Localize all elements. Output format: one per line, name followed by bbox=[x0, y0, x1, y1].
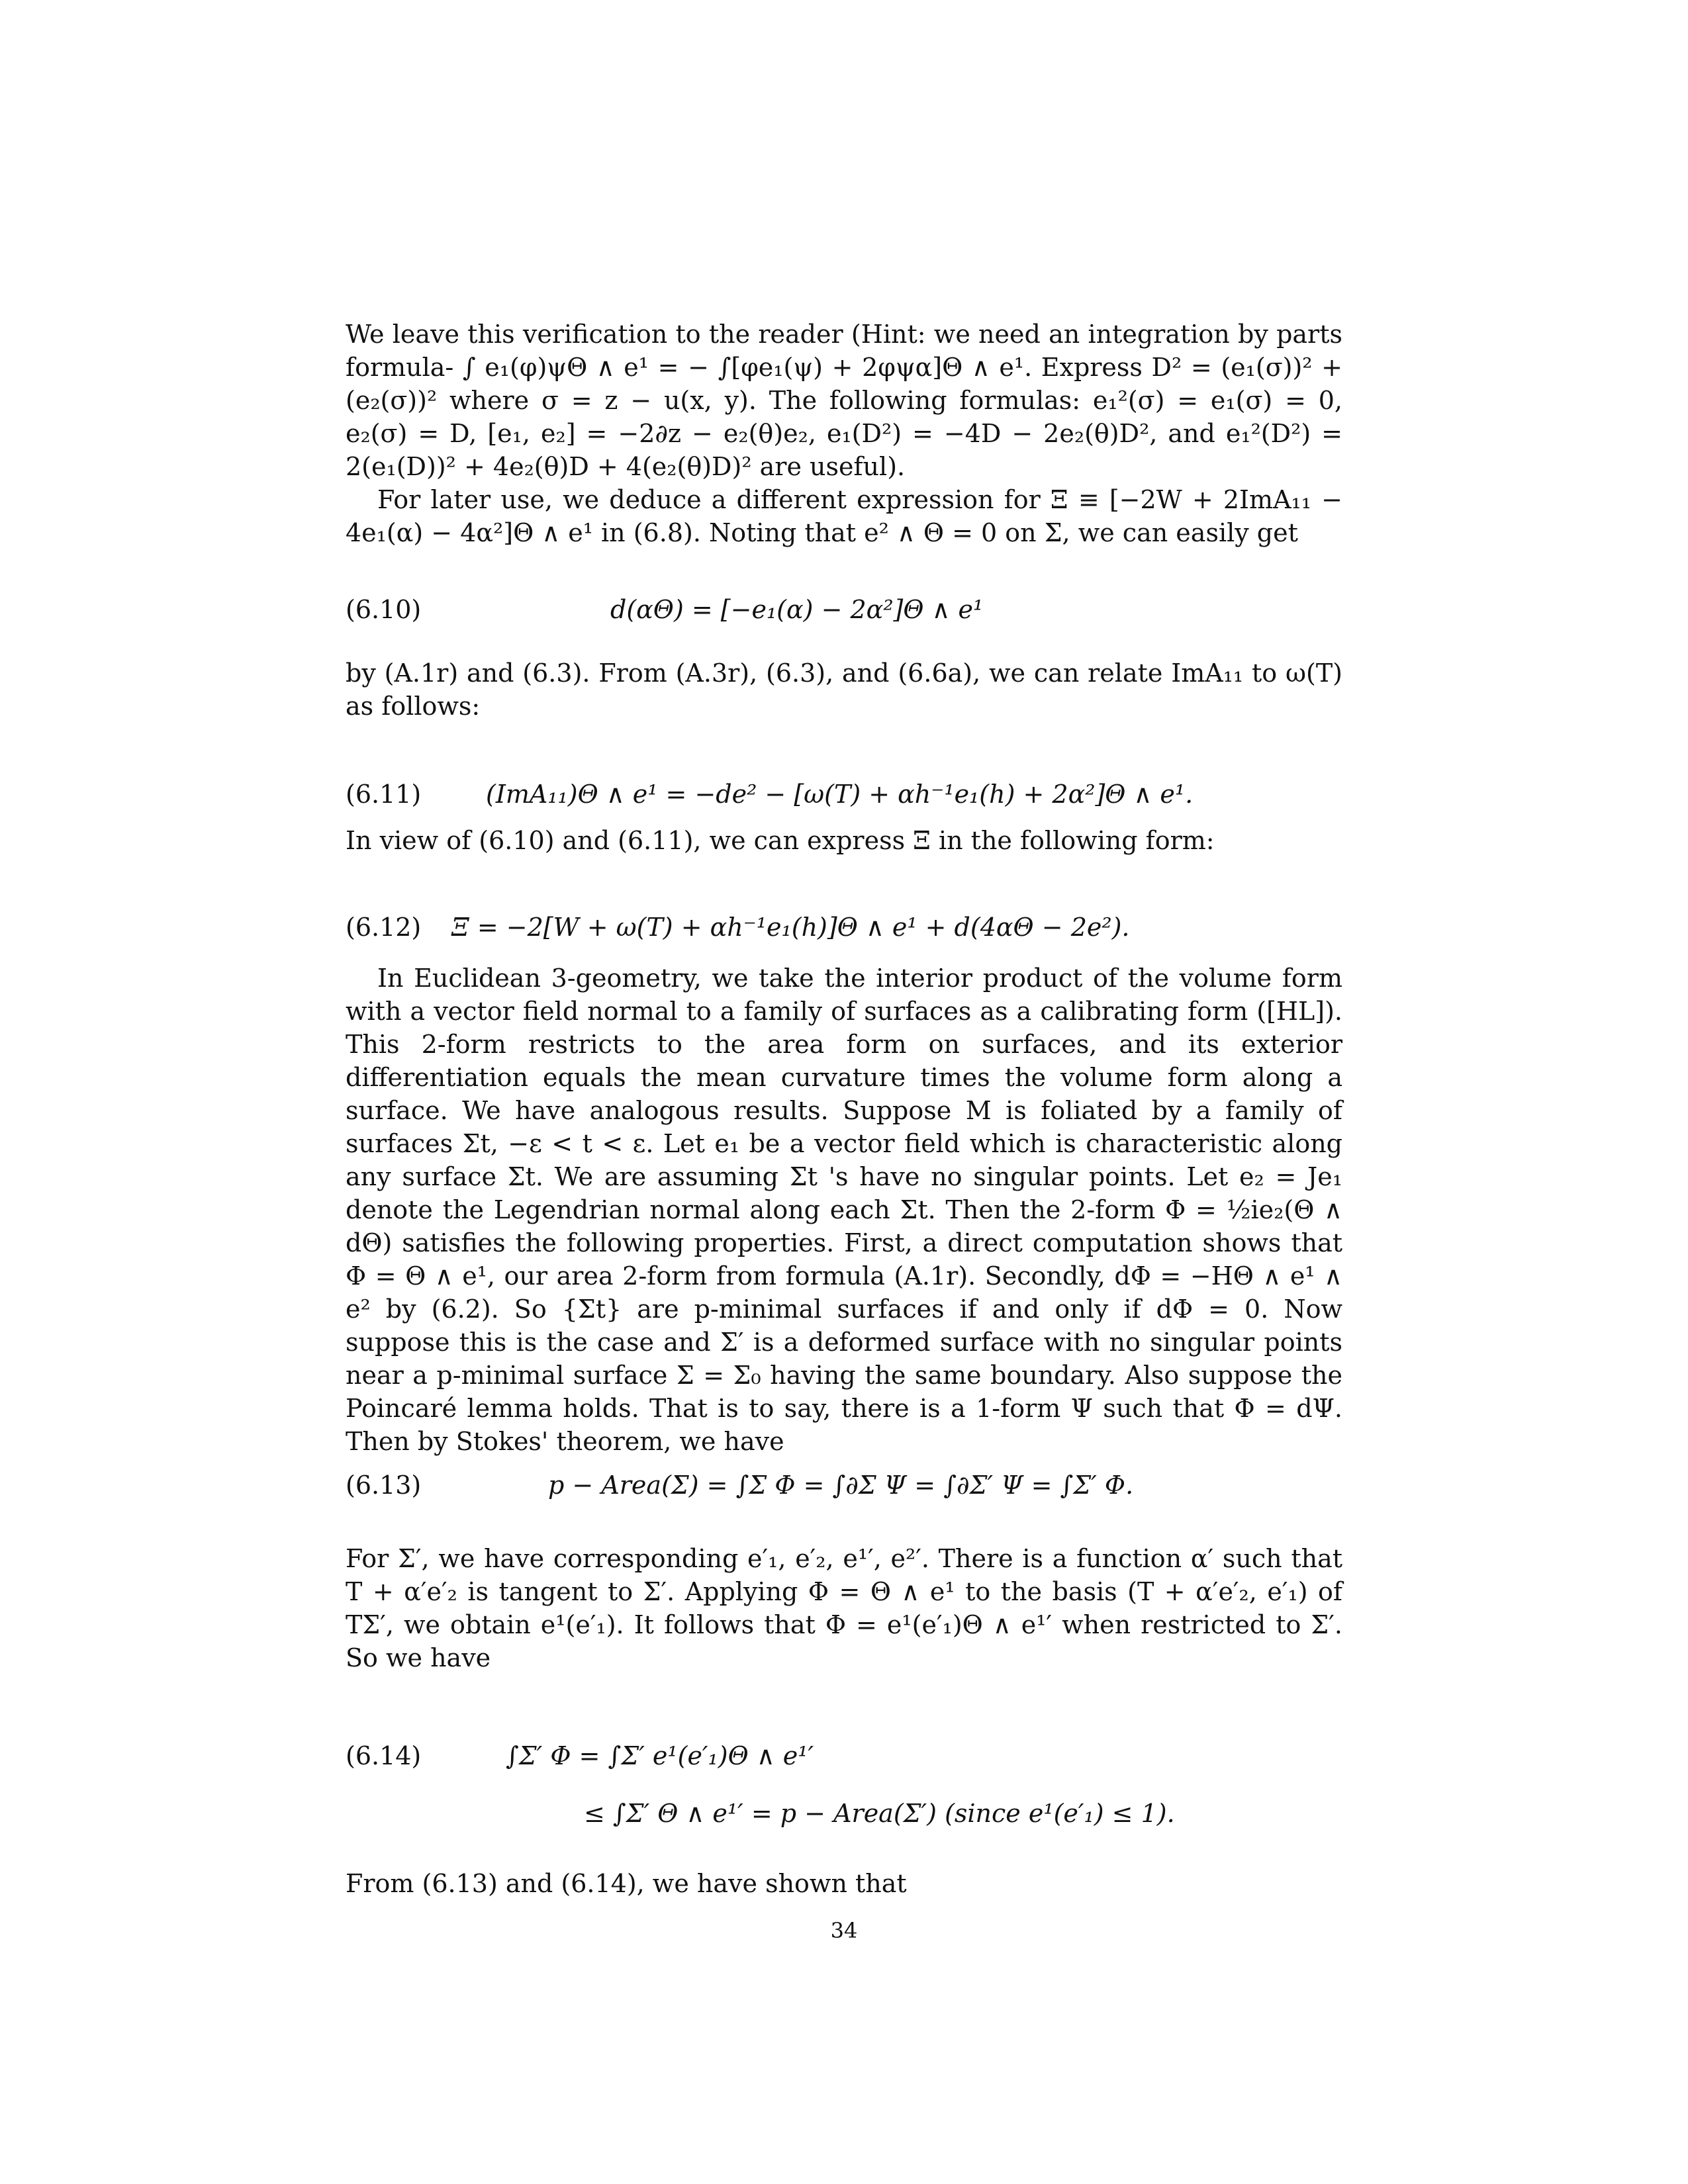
equation-label: (6.13) bbox=[346, 1471, 422, 1500]
paragraph-hint bbox=[346, 318, 1342, 549]
paragraph-view bbox=[346, 824, 1342, 857]
equation-6-10 bbox=[346, 591, 1342, 628]
equation-body: (ImA₁₁)Θ ∧ e¹ = −de² − [ω(T) + αh⁻¹e₁(h) + 2α²]Θ ∧ e¹. bbox=[486, 780, 1194, 809]
equation-label: (6.10) bbox=[346, 595, 422, 624]
paragraph-hint-text: We leave this verification to the reader (Hint: we need an integration by parts formula- ∫ e₁(φ)ψΘ ∧ e¹ = − ∫[φe₁(ψ) + 2φψα]Θ ∧ e¹. Express D² = (e₁(σ))² + (e₂(σ))² where σ = z − u(x, y). The following formulas: e₁²(σ) = e₁(σ) = 0, e₂(σ) = D, [e₁, e₂] = −2∂z − e₂(θ)e₂, e₁(D²) = −4D − 2e₂(θ)D², and e₁²(D²) = 2(e₁(D))² + 4e₂(θ)D + 4(e₂(θ)D)² are useful). bbox=[346, 320, 1342, 481]
paragraph-sigma-prime bbox=[346, 1542, 1342, 1674]
paragraph-sigma-prime-text: For Σ′, we have corresponding e′₁, e′₂, e¹′, e²′. There is a function α′ such that T + α′e′₂ is tangent to Σ′. Applying Φ = Θ ∧ e¹ to the basis (T + α′e′₂, e′₁) of TΣ′, we obtain e¹(e′₁). It follows that Φ = e¹(e′₁)Θ ∧ e¹′ when restricted to Σ′. So we have bbox=[346, 1544, 1342, 1672]
equation-line-2: ≤ ∫Σ′ Θ ∧ e¹′ = p − Area(Σ′) (since e¹(e′₁) ≤ 1). bbox=[584, 1799, 1175, 1828]
paragraph-relate bbox=[346, 657, 1342, 723]
equation-line-1: ∫Σ′ Φ = ∫Σ′ e¹(e′₁)Θ ∧ e¹′ bbox=[506, 1741, 814, 1770]
equation-6-14 bbox=[346, 1737, 1342, 1774]
page-number: 34 bbox=[830, 1918, 858, 1943]
equation-body: d(αΘ) = [−e₁(α) − 2α²]Θ ∧ e¹ bbox=[610, 595, 984, 624]
paragraph-relate-text: by (A.1r) and (6.3). From (A.3r), (6.3), and (6.6a), we can relate ImA₁₁ to ω(T) as follows: bbox=[346, 659, 1342, 721]
equation-label: (6.14) bbox=[346, 1741, 422, 1770]
paragraph-shown bbox=[346, 1867, 1342, 1900]
equation-6-12 bbox=[346, 909, 1342, 946]
equation-label: (6.12) bbox=[346, 913, 422, 942]
equation-body: Ξ = −2[W + ω(T) + αh⁻¹e₁(h)]Θ ∧ e¹ + d(4αΘ − 2e²). bbox=[451, 913, 1130, 942]
equation-6-14-continued bbox=[346, 1795, 1342, 1832]
paragraph-shown-text: From (6.13) and (6.14), we have shown that bbox=[346, 1869, 907, 1898]
equation-6-13 bbox=[346, 1467, 1342, 1504]
paragraph-view-text: In view of (6.10) and (6.11), we can express Ξ in the following form: bbox=[346, 826, 1215, 855]
equation-6-11 bbox=[346, 776, 1342, 813]
paragraph-euclidean bbox=[346, 962, 1342, 1458]
paragraph-later-use: For later use, we deduce a different expression for Ξ ≡ [−2W + 2ImA₁₁ − 4e₁(α) − 4α²]Θ ∧ e¹ in (6.8). Noting that e² ∧ Θ = 0 on Σ, we can easily get bbox=[346, 485, 1342, 547]
paragraph-euclidean-text: In Euclidean 3-geometry, we take the interior product of the volume form with a vector field normal to a family of surfaces as a calibrating form ([HL]). This 2-form restricts to the area form on surfaces, and its exterior differentiation equals the mean curvature times the volume form along a surface. We have analogous results. Suppose M is foliated by a family of surfaces Σt, −ε < t < ε. Let e₁ be a vector field which is characteristic along any surface Σt. We are assuming Σt 's have no singular points. Let e₂ = Je₁ denote the Legendrian normal along each Σt. Then the 2-form Φ = ½ie₂(Θ ∧ dΘ) satisfies the following properties. First, a direct computation shows that Φ = Θ ∧ e¹, our area 2-form from formula (A.1r). Secondly, dΦ = −HΘ ∧ e¹ ∧ e² by (6.2). So {Σt} are p-minimal surfaces if and only if dΦ = 0. Now suppose this is the case and Σ′ is a deformed surface with no singular points near a p-minimal surface Σ = Σ₀ having the same boundary. Also suppose the Poincaré lemma holds. That is to say, there is a 1-form Ψ such that Φ = dΨ. Then by Stokes' theorem, we have bbox=[346, 964, 1342, 1456]
equation-body: p − Area(Σ) = ∫Σ Φ = ∫∂Σ Ψ = ∫∂Σ′ Ψ = ∫Σ′ Φ. bbox=[548, 1471, 1134, 1500]
equation-label: (6.11) bbox=[346, 780, 422, 809]
